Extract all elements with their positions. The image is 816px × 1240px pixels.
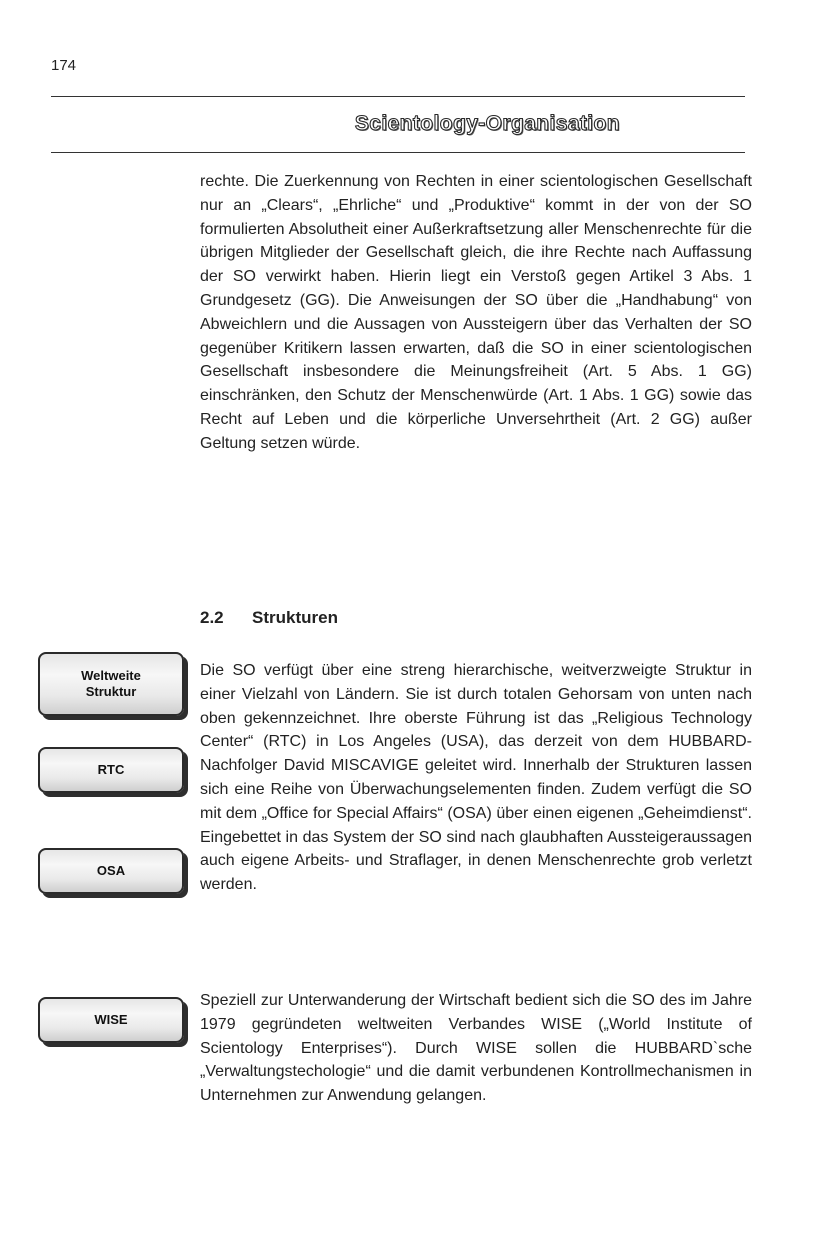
section-number: 2.2 [200, 608, 224, 627]
margin-note-rtc-label: RTC [97, 762, 125, 777]
margin-note-rtc [38, 747, 184, 793]
header-rule-top [51, 96, 745, 97]
section-title: Strukturen [252, 608, 338, 627]
paragraph-1: rechte. Die Zuerkennung von Rechten in einer scientologischen Gesellschaft nur an „Clears“, „Ehrliche“ und „Produktive“ kommt in der von der SO formulierten Absolutheit einer Außerkraftsetzung aller Menschenrechte für die übrigen Mitglieder der Gesellschaft gleich, die ihre Rechte nach Auffassung der SO verwirkt haben. Hierin liegt ein Verstoß gegen Artikel 3 Abs. 1 Grundgesetz (GG). Die Anweisungen der SO über die „Handhabung“ von Abweichlern und die Aussagen von Aussteigern über das Verhalten der SO gegenüber Kritikern lassen erwarten, daß die SO in einer scientologischen Gesellschaft insbesondere die Meinungsfreiheit (Art. 5 Abs. 1 GG) einschränken, den Schutz der Menschenwürde (Art. 1 Abs. 1 GG) sowie das Recht auf Leben und die körperliche Unversehrtheit (Art. 2 GG) außer Geltung setzen würde. [200, 173, 752, 452]
margin-note-weltweite-line1: Weltweite [81, 668, 141, 683]
running-head: Scientology-Organisation [354, 112, 620, 135]
margin-note-osa [38, 848, 184, 894]
margin-note-wise-label: WISE [94, 1012, 128, 1027]
margin-note-wise [38, 997, 184, 1043]
page-number: 174 [51, 57, 77, 74]
header-rule-bottom [51, 152, 745, 153]
margin-note-weltweite-struktur [38, 652, 184, 716]
paragraph-3: Speziell zur Unterwanderung der Wirtschaft bedient sich die SO des im Jahre 1979 gegründeten weltweiten Verbandes WISE („World Institute of Scientology Enterprises“). Durch WISE sollen die HUBBARD`sche „Verwaltungstechologie“ und die damit verbundenen Kontrollmechanismen in Unternehmen zur Anwendung gelangen. [200, 992, 752, 1105]
margin-note-osa-label: OSA [96, 863, 126, 878]
paragraph-2: Die SO verfügt über eine streng hierarchische, weitverzweigte Struktur in einer Vielzahl von Ländern. Sie ist durch totalen Gehorsam von unten nach oben gekennzeichnet. Ihre oberste Führung ist das „Religious Technology Center“ (RTC) in Los Angeles (USA), das derzeit von dem HUBBARD-Nachfolger David MISCAVIGE geleitet wird. Innerhalb der Strukturen lassen sich eine Reihe von Überwachungselementen finden. Zudem verfügt die SO mit dem „Office for Special Affairs“ (OSA) über einen eigenen „Geheimdienst“. Eingebettet in das System der SO sind nach glaubhaften Aussteigeraussagen auch eigene Arbeits- und Straflager, in denen Menschenrechte grob verletzt werden. [200, 662, 752, 894]
margin-note-weltweite-line2: Struktur [85, 684, 137, 699]
section-heading [200, 608, 338, 628]
